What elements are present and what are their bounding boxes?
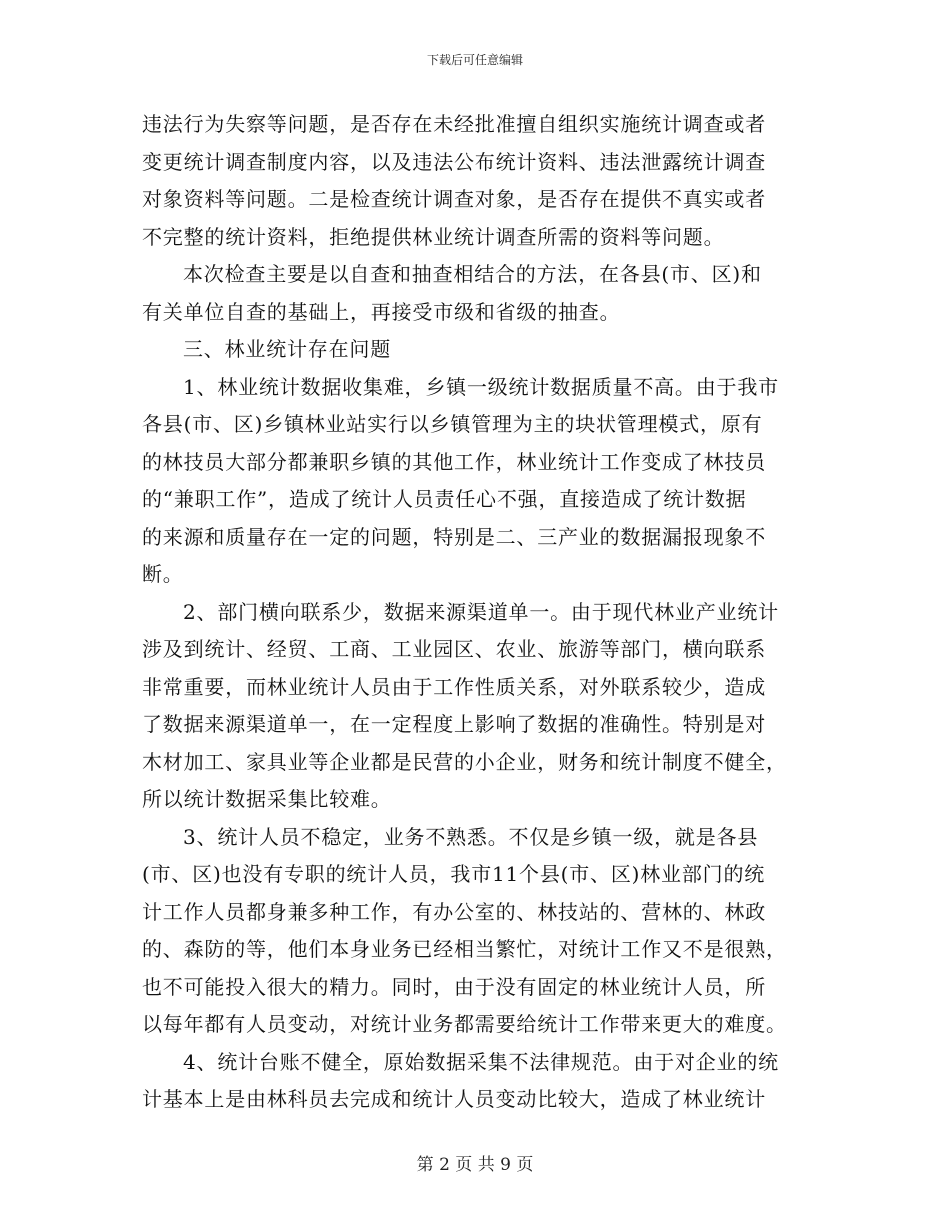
paragraph-first-line: 1、林业统计数据收集难，乡镇一级统计数据质量不高。由于我市 bbox=[183, 374, 779, 399]
text-line: 涉及到统计、经贸、工商、工业园区、农业、旅游等部门，横向联系 bbox=[142, 637, 766, 661]
text-line: 了数据来源渠道单一，在一定程度上影响了数据的准确性。特别是对 bbox=[142, 712, 766, 736]
text-line: 不完整的统计资料，拒绝提供林业统计调查所需的资料等问题。 bbox=[142, 224, 725, 249]
document-body bbox=[142, 106, 812, 1119]
text-line: 违法行为失察等问题，是否存在未经批准擅自组织实施统计调查或者 bbox=[142, 112, 766, 136]
text-line: 变更统计调查制度内容，以及违法公布统计资料、违法泄露统计调查 bbox=[142, 149, 766, 174]
text-line: 各县(市、区)乡镇林业站实行以乡镇管理为主的块状管理模式，原有 bbox=[142, 412, 763, 436]
page-number: 第 2 页 共 9 页 bbox=[416, 1155, 534, 1175]
paragraph-first-line: 2、部门横向联系少，数据来源渠道单一。由于现代林业产业统计 bbox=[183, 599, 779, 624]
page-header: 下载后可任意编辑 bbox=[426, 53, 523, 67]
text-line: 也不可能投入很大的精力。同时，由于没有固定的林业统计人员，所 bbox=[142, 974, 766, 999]
text-line: 的来源和质量存在一定的问题，特别是二、三产业的数据漏报现象不 bbox=[142, 524, 766, 549]
text-line: 计工作人员都身兼多种工作，有办公室的、林技站的、营林的、林政 bbox=[142, 899, 766, 924]
section-heading: 三、林业统计存在问题 bbox=[183, 337, 391, 361]
paragraph-first-line: 3、统计人员不稳定，业务不熟悉。不仅是乡镇一级，就是各县 bbox=[183, 824, 759, 849]
text-line: 的、森防的等，他们本身业务已经相当繁忙，对统计工作又不是很熟， bbox=[142, 937, 787, 961]
text-line: 木材加工、家具业等企业都是民营的小企业，财务和统计制度不健全， bbox=[142, 749, 787, 774]
text-line: 非常重要，而林业统计人员由于工作性质关系，对外联系较少，造成 bbox=[142, 674, 766, 699]
text-line: 有关单位自查的基础上，再接受市级和省级的抽查。 bbox=[142, 299, 621, 324]
text-line: 对象资料等问题。二是检查统计调查对象，是否存在提供不真实或者 bbox=[142, 187, 766, 211]
text-line: 以每年都有人员变动，对统计业务都需要给统计工作带来更大的难度。 bbox=[142, 1012, 787, 1036]
paragraph-first-line: 本次检查主要是以自查和抽查相结合的方法，在各县(市、区)和 bbox=[183, 262, 762, 286]
text-line: 断。 bbox=[142, 562, 184, 586]
text-line: (市、区)也没有专职的统计人员，我市11个县(市、区)林业部门的统 bbox=[142, 862, 766, 886]
text-line: 计基本上是由林科员去完成和统计人员变动比较大，造成了林业统计 bbox=[142, 1087, 766, 1111]
paragraph-first-line: 4、统计台账不健全，原始数据采集不法律规范。由于对企业的统 bbox=[183, 1049, 779, 1074]
text-line: 的林技员大部分都兼职乡镇的其他工作，林业统计工作变成了林技员 bbox=[142, 449, 766, 474]
text-line: 的“兼职工作”，造成了统计人员责任心不强，直接造成了统计数据 bbox=[142, 487, 747, 511]
text-line: 所以统计数据采集比较难。 bbox=[142, 787, 392, 811]
